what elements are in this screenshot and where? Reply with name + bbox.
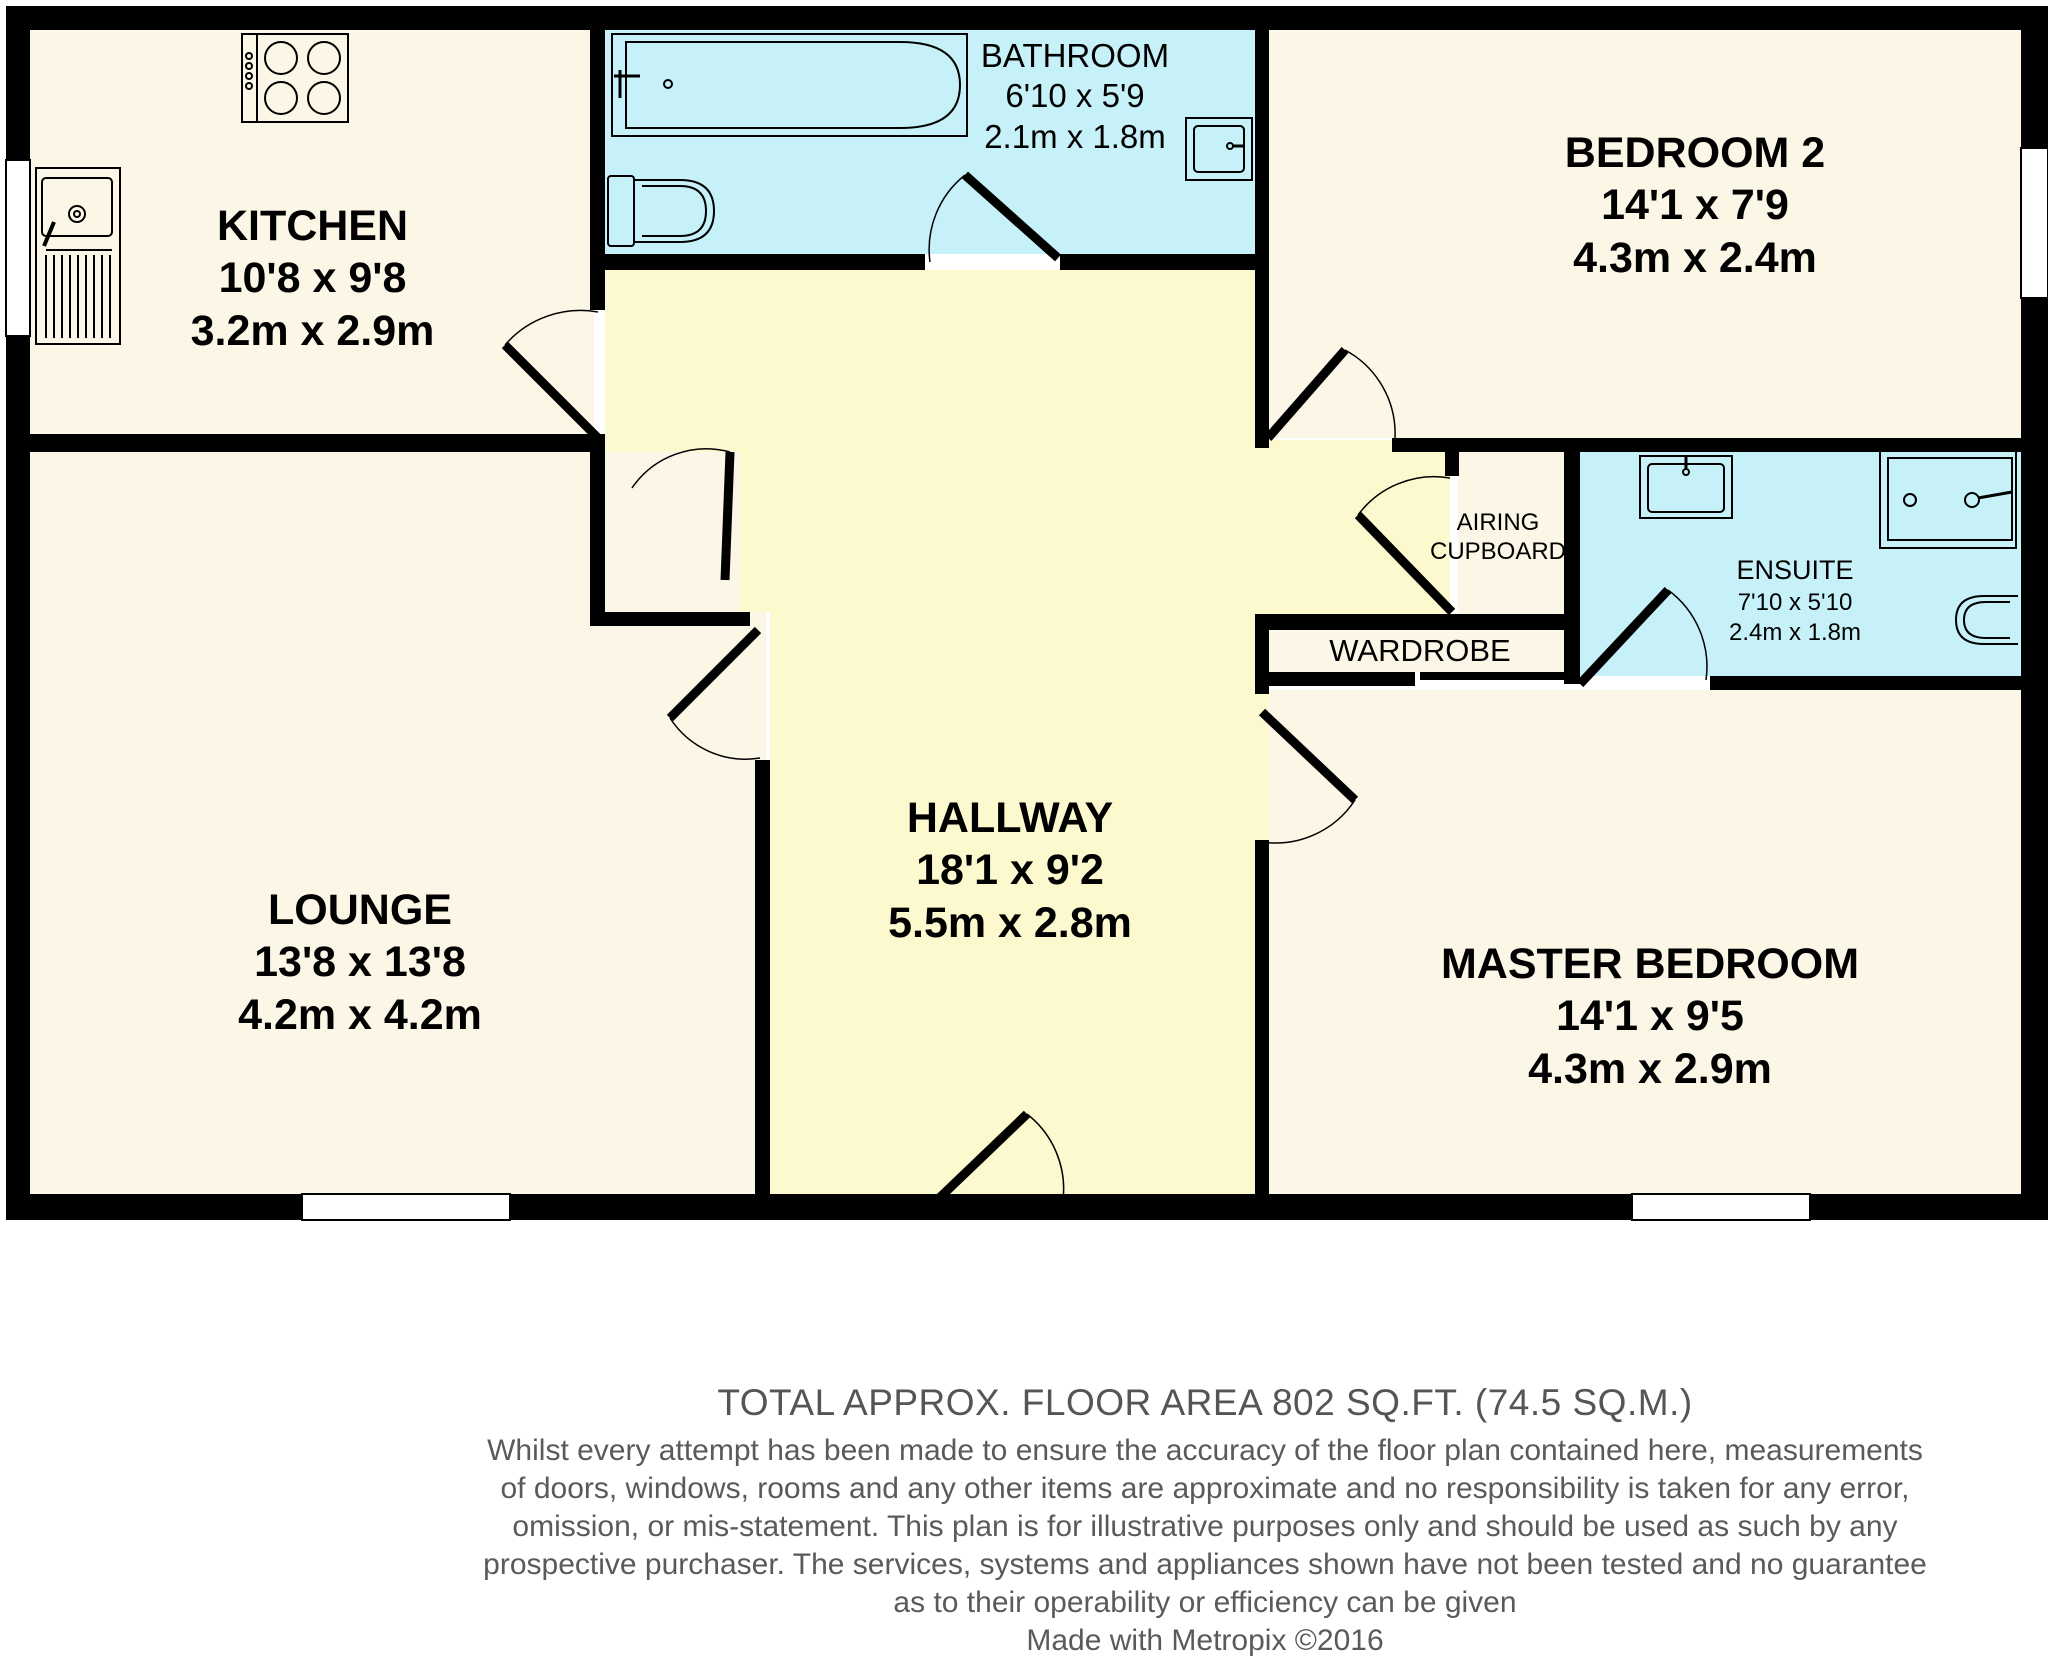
ensuite-south-wall <box>1710 676 2021 690</box>
lounge-floor <box>30 452 766 1194</box>
kitchen-lounge-wall <box>30 434 605 452</box>
ensuite-label <box>1700 554 1890 648</box>
lounge-imperial: 13'8 x 13'8 <box>254 938 466 987</box>
kitchen-metric: 3.2m x 2.9m <box>190 306 435 355</box>
disclaimer-line: as to their operability or efficiency can be given <box>893 1586 1517 1619</box>
wardrobe-label <box>1300 632 1540 670</box>
master-metric: 4.3m x 2.9m <box>1528 1044 1772 1093</box>
master-window <box>1632 1194 1810 1220</box>
kitchen-east-wall-lower <box>590 440 605 620</box>
disclaimer-line: omission, or mis-statement. This plan is for illustrative purposes only and should be used as such by any <box>512 1510 1898 1543</box>
wardrobe-south-wall <box>1255 672 1415 686</box>
ensuite-name: ENSUITE <box>1736 555 1854 585</box>
lounge-window <box>302 1194 510 1220</box>
bathroom-south-wall-a <box>605 254 925 270</box>
total-floor-area: TOTAL APPROX. FLOOR AREA 802 SQ.FT. (74.5 SQ.M.) <box>717 1382 1693 1423</box>
lounge-name: LOUNGE <box>268 886 452 934</box>
wardrobe-name: WARDROBE <box>1329 633 1511 668</box>
bedroom2-label <box>1530 127 1860 284</box>
disclaimer-line: of doors, windows, rooms and any other items are approximate and no responsibility is taken for any error, <box>500 1472 1910 1505</box>
bedroom2-name: BEDROOM 2 <box>1564 129 1826 177</box>
disclaimer-line: prospective purchaser. The services, systems and appliances shown have not been tested and no guarantee <box>483 1548 1927 1581</box>
bathroom-label <box>960 36 1190 157</box>
master-name: MASTER BEDROOM <box>1440 940 1860 988</box>
bathroom-south-wall-b <box>1060 254 1255 270</box>
airing-cupboard-label <box>1428 508 1568 567</box>
kitchen-name: KITCHEN <box>216 202 409 250</box>
kitchen-label <box>180 200 445 357</box>
ensuite-metric: 2.4m x 1.8m <box>1728 618 1862 646</box>
master-imperial: 14'1 x 9'5 <box>1556 992 1744 1041</box>
disclaimer-line: Whilst every attempt has been made to ensure the accuracy of the floor plan contained here, measurements <box>487 1434 1923 1467</box>
airing-line1: AIRING <box>1456 509 1540 536</box>
airing-line2: CUPBOARD <box>1429 538 1567 566</box>
hallway-name: HALLWAY <box>906 794 1114 842</box>
ensuite-imperial: 7'10 x 5'10 <box>1737 588 1853 616</box>
bedroom2-imperial: 14'1 x 7'9 <box>1601 181 1789 230</box>
lounge-nook-wall <box>590 612 750 626</box>
kitchen-imperial: 10'8 x 9'8 <box>218 254 407 303</box>
master-west-wall <box>1255 840 1269 1194</box>
made-with-credit: Made with Metropix ©2016 <box>1026 1624 1384 1657</box>
airing-west-post <box>1445 452 1459 476</box>
bathroom-imperial: 6'10 x 5'9 <box>1005 77 1145 115</box>
lounge-east-wall <box>755 760 770 1194</box>
wardrobe-north-wall <box>1255 614 1580 630</box>
bathroom-wall-left <box>590 30 605 270</box>
footer <box>380 1382 2030 1660</box>
hallway-label <box>860 792 1160 949</box>
outer-wall-top <box>6 6 2048 30</box>
bathroom-metric: 2.1m x 1.8m <box>984 117 1166 155</box>
hallway-imperial: 18'1 x 9'2 <box>916 846 1104 895</box>
bathroom-name: BATHROOM <box>980 37 1170 74</box>
bedroom2-window <box>2021 148 2048 298</box>
hallway-metric: 5.5m x 2.8m <box>888 898 1132 947</box>
bathroom-east-wall <box>1255 30 1269 448</box>
bedroom2-metric: 4.3m x 2.4m <box>1573 233 1817 282</box>
wardrobe-south-wall-b <box>1420 672 1580 680</box>
kitchen-window <box>6 160 30 336</box>
master-bedroom-label <box>1400 938 1900 1095</box>
lounge-label <box>220 884 500 1041</box>
lounge-metric: 4.2m x 4.2m <box>238 990 482 1039</box>
airing-ensuite-wall <box>1564 452 1580 684</box>
disclaimer <box>380 1432 2030 1622</box>
